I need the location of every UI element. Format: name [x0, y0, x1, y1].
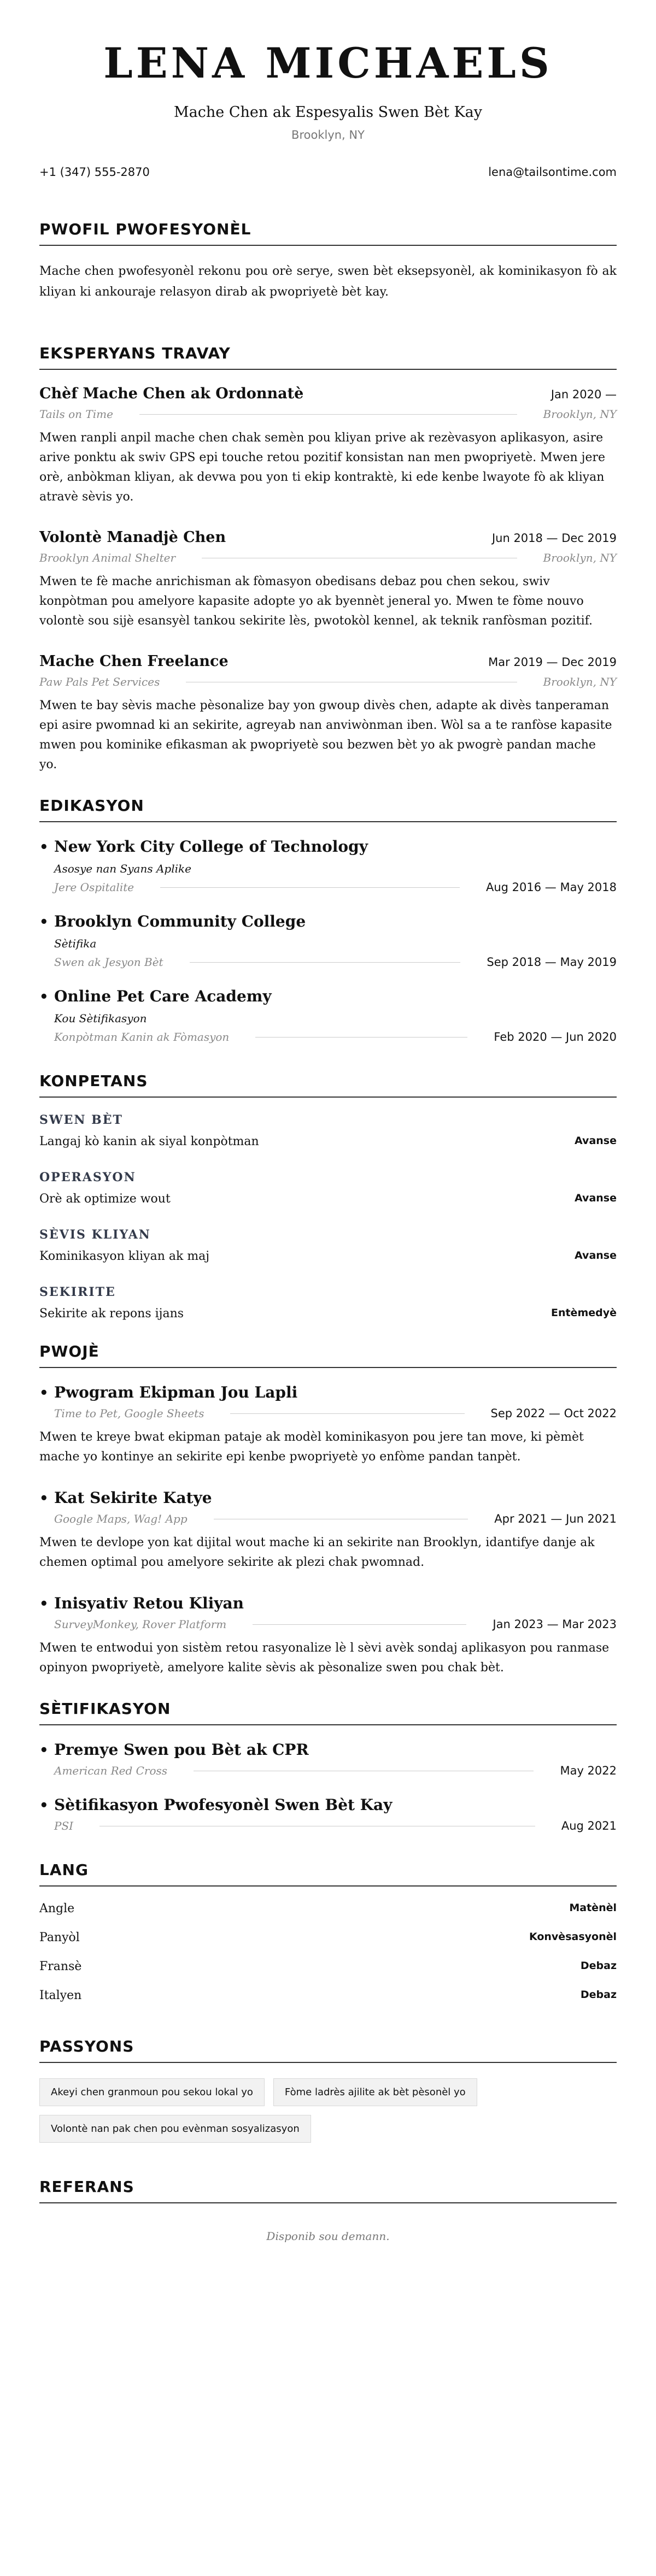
project-description: Mwen te entwodui yon sistèm retou rasyonalize lè l sèvi avèk sondaj aplikasyon pou ranmase opinyon pwopriyetè, amelyore kalite sèvis ak pèsonalize swen pou chak bèt. [39, 1641, 610, 1675]
employer: Paw Pals Pet Services [39, 675, 160, 688]
education-entry [39, 912, 617, 969]
skills-section [39, 1072, 617, 1321]
certification-date: Aug 2021 [561, 1819, 617, 1832]
profile-section [39, 220, 617, 303]
education-date: Aug 2016 — May 2018 [485, 881, 617, 894]
languages-section [39, 1861, 617, 2002]
degree: Sètifika [54, 937, 97, 950]
section-title: LANG [39, 1861, 617, 1887]
bullet-icon: • [39, 1797, 49, 1814]
field-of-study: Jere Ospitalite [54, 881, 134, 894]
interest-tag: Akeyi chen granmoun pou sekou lokal yo [39, 2078, 265, 2106]
language-name: Angle [39, 1902, 75, 1915]
certification-title: Premye Swen pou Bèt ak CPR [54, 1741, 309, 1759]
school-name: Online Pet Care Academy [54, 987, 272, 1005]
certification-title: Sètifikasyon Pwofesyonèl Swen Bèt Kay [54, 1796, 393, 1814]
project-entry [39, 1594, 617, 1678]
education-date: Feb 2020 — Jun 2020 [494, 1030, 617, 1044]
field-of-study: Swen ak Jesyon Bèt [54, 956, 163, 969]
bullet-icon: • [39, 1490, 49, 1507]
experience-section [39, 344, 617, 775]
divider-line [230, 1413, 464, 1414]
language-level: Matènèl [569, 1902, 617, 1914]
field-of-study: Konpòtman Kanin ak Fòmasyon [54, 1030, 230, 1044]
job-description: Mwen ranpli anpil mache chen chak semèn pou kliyan prive ak rezèvasyon aplikasyon, asire arive ponktu ak swiv GPS epi touche retou pozitif konsistan nan men pwopriyetè. Mwen jere orè, anbòkman kliyan, ak devwa pou yon ti ekip kontraktè, ki ede kenbe lwayote fò ak kliyan atravè sèvis yo. [39, 431, 606, 504]
job-date: Jan 2020 — [550, 388, 617, 401]
job-description: Mwen te bay sèvis mache pèsonalize bay yon gwoup divès chen, adapte ak divès tanperaman epi asire pwomnad ki an sekirite, agreyab nan anviwònman iben. Wòl sa a te ranfòse kapasite mwen pou kominike efikasman ak pwopriyetè sou bezwen bèt yo ak pwogrè pandan mache yo. [39, 699, 612, 771]
job-title: Chèf Mache Chen ak Ordonnatè [39, 385, 304, 402]
skill-category: SÈVIS KLIYAN [39, 1228, 151, 1242]
email-address[interactable]: lena@tailsontime.com [488, 166, 617, 179]
project-date: Jan 2023 — Mar 2023 [493, 1618, 617, 1631]
section-title: EKSPERYANS TRAVAY [39, 344, 617, 370]
references-section [39, 2178, 617, 2243]
language-level: Debaz [580, 1989, 617, 2001]
job-location: Brooklyn, NY [543, 675, 617, 688]
job-title: Mache Chen Freelance [39, 653, 229, 670]
skill-category: SEKIRITE [39, 1285, 116, 1299]
profile-text: Mache chen pwofesyonèl rekonu pou orè serye, swen bèt eksepsyonèl, ak kominikasyon fò ak kliyan ki ankouraje relasyon dirab ak pwopriyetè bèt kay. [39, 264, 617, 299]
project-entry [39, 1489, 617, 1572]
project-date: Sep 2022 — Oct 2022 [490, 1407, 617, 1420]
interest-tag: Volontè nan pak chen pou evènman sosyalizasyon [39, 2115, 311, 2143]
education-entry [39, 838, 617, 894]
certification-entry [39, 1796, 617, 1832]
education-section [39, 797, 617, 1044]
school-name: Brooklyn Community College [54, 912, 306, 930]
language-name: Fransè [39, 1960, 82, 1973]
divider-line [190, 962, 461, 963]
project-tools: Google Maps, Wag! App [54, 1512, 188, 1525]
education-date: Sep 2018 — May 2019 [487, 956, 617, 969]
references-text: Disponib sou demann. [266, 2230, 390, 2243]
contact-row [39, 166, 617, 179]
experience-entry [39, 385, 617, 507]
skill-group [39, 1228, 617, 1263]
language-name: Panyòl [39, 1931, 80, 1944]
experience-entry [39, 529, 617, 631]
divider-line [139, 414, 517, 415]
job-location: Brooklyn, NY [543, 551, 617, 564]
certification-date: May 2022 [560, 1764, 617, 1777]
skill-name: Orè ak optimize wout [39, 1192, 171, 1206]
school-name: New York City College of Technology [54, 838, 368, 856]
project-tools: Time to Pet, Google Sheets [54, 1407, 204, 1420]
language-row [39, 1960, 617, 1973]
bullet-icon: • [39, 1385, 49, 1401]
language-row [39, 1931, 617, 1944]
section-title: PWOFIL PWOFESYONÈL [39, 220, 617, 246]
project-title: Pwogram Ekipman Jou Lapli [54, 1383, 298, 1401]
section-title: KONPETANS [39, 1072, 617, 1098]
job-date: Mar 2019 — Dec 2019 [488, 656, 617, 669]
candidate-headline: Mache Chen ak Espesyalis Swen Bèt Kay [174, 104, 482, 121]
skill-group [39, 1113, 617, 1148]
project-date: Apr 2021 — Jun 2021 [494, 1512, 617, 1525]
bullet-icon: • [39, 914, 49, 930]
bullet-icon: • [39, 839, 49, 856]
skill-name: Langaj kò kanin ak siyal konpòtman [39, 1135, 259, 1148]
bullet-icon: • [39, 989, 49, 1005]
job-description: Mwen te fè mache anrichisman ak fòmasyon obedisans debaz pou chen sekou, swiv konpòtman pou amelyore kapasite adopte yo ak byennèt jeneral yo. Mwen te fòme nouvo volontè sou sijè esansyèl tankou sekirite lès, pwotokòl kennel, ak teknik ranfòsman pozitif. [39, 575, 593, 628]
degree: Asosye nan Syans Aplike [54, 862, 191, 875]
certifications-section [39, 1700, 617, 1832]
job-title: Volontè Manadjè Chen [39, 529, 226, 546]
skill-category: OPERASYON [39, 1170, 136, 1184]
skill-level: Avanse [575, 1249, 617, 1262]
phone-number: +1 (347) 555-2870 [39, 166, 150, 179]
project-title: Kat Sekirite Katye [54, 1489, 212, 1507]
section-title: EDIKASYON [39, 797, 617, 822]
skill-level: Avanse [575, 1192, 617, 1204]
employer: Brooklyn Animal Shelter [39, 551, 176, 564]
section-title: PASSYONS [39, 2037, 617, 2063]
language-level: Debaz [580, 1960, 617, 1972]
project-description: Mwen te kreye bwat ekipman pataje ak modèl kominikasyon pou jere tan move, ki pèmèt mache yo kontinye an sekirite epi kenbe pwopriyetè yo enfòme pandan tanpèt. [39, 1430, 584, 1464]
skill-category: SWEN BÈT [39, 1113, 123, 1127]
education-entry [39, 987, 617, 1044]
project-description: Mwen te devlope yon kat dijital wout mache ki an sekirite nan Brooklyn, idantifye danje ak chemen optimal pou amelyore sekirite ak plezi chak pwomnad. [39, 1536, 595, 1569]
bullet-icon: • [39, 1596, 49, 1612]
skill-group [39, 1285, 617, 1321]
skill-level: Avanse [575, 1135, 617, 1147]
language-name: Italyen [39, 1989, 82, 2002]
candidate-location: Brooklyn, NY [291, 128, 365, 142]
bullet-icon: • [39, 1742, 49, 1759]
projects-section [39, 1342, 617, 1678]
language-row [39, 1902, 617, 1915]
language-row [39, 1989, 617, 2002]
degree: Kou Sètifikasyon [54, 1012, 147, 1025]
job-date: Jun 2018 — Dec 2019 [491, 532, 617, 545]
skill-level: Entèmedyè [550, 1307, 617, 1319]
section-title: PWOJÈ [39, 1342, 617, 1368]
job-location: Brooklyn, NY [543, 408, 617, 421]
divider-line [160, 887, 460, 888]
skill-name: Sekirite ak repons ijans [39, 1307, 184, 1321]
employer: Tails on Time [39, 408, 113, 421]
candidate-name: LENA MICHAELS [103, 39, 553, 87]
skill-name: Kominikasyon kliyan ak maj [39, 1249, 210, 1263]
interest-tags [39, 2078, 617, 2143]
interests-section [39, 2037, 617, 2143]
certification-issuer: American Red Cross [54, 1764, 168, 1777]
language-level: Konvèsasyonèl [529, 1931, 617, 1943]
project-title: Inisyativ Retou Kliyan [54, 1594, 244, 1612]
project-entry [39, 1383, 617, 1467]
interest-tag: Fòme ladrès ajilite ak bèt pèsonèl yo [273, 2078, 477, 2106]
certification-issuer: PSI [54, 1819, 74, 1832]
certification-entry [39, 1741, 617, 1777]
section-title: SÈTIFIKASYON [39, 1700, 617, 1725]
section-title: REFERANS [39, 2178, 617, 2203]
divider-line [255, 1037, 467, 1038]
experience-entry [39, 653, 617, 775]
skill-group [39, 1170, 617, 1206]
divider-line [253, 1624, 466, 1625]
project-tools: SurveyMonkey, Rover Platform [54, 1618, 227, 1631]
